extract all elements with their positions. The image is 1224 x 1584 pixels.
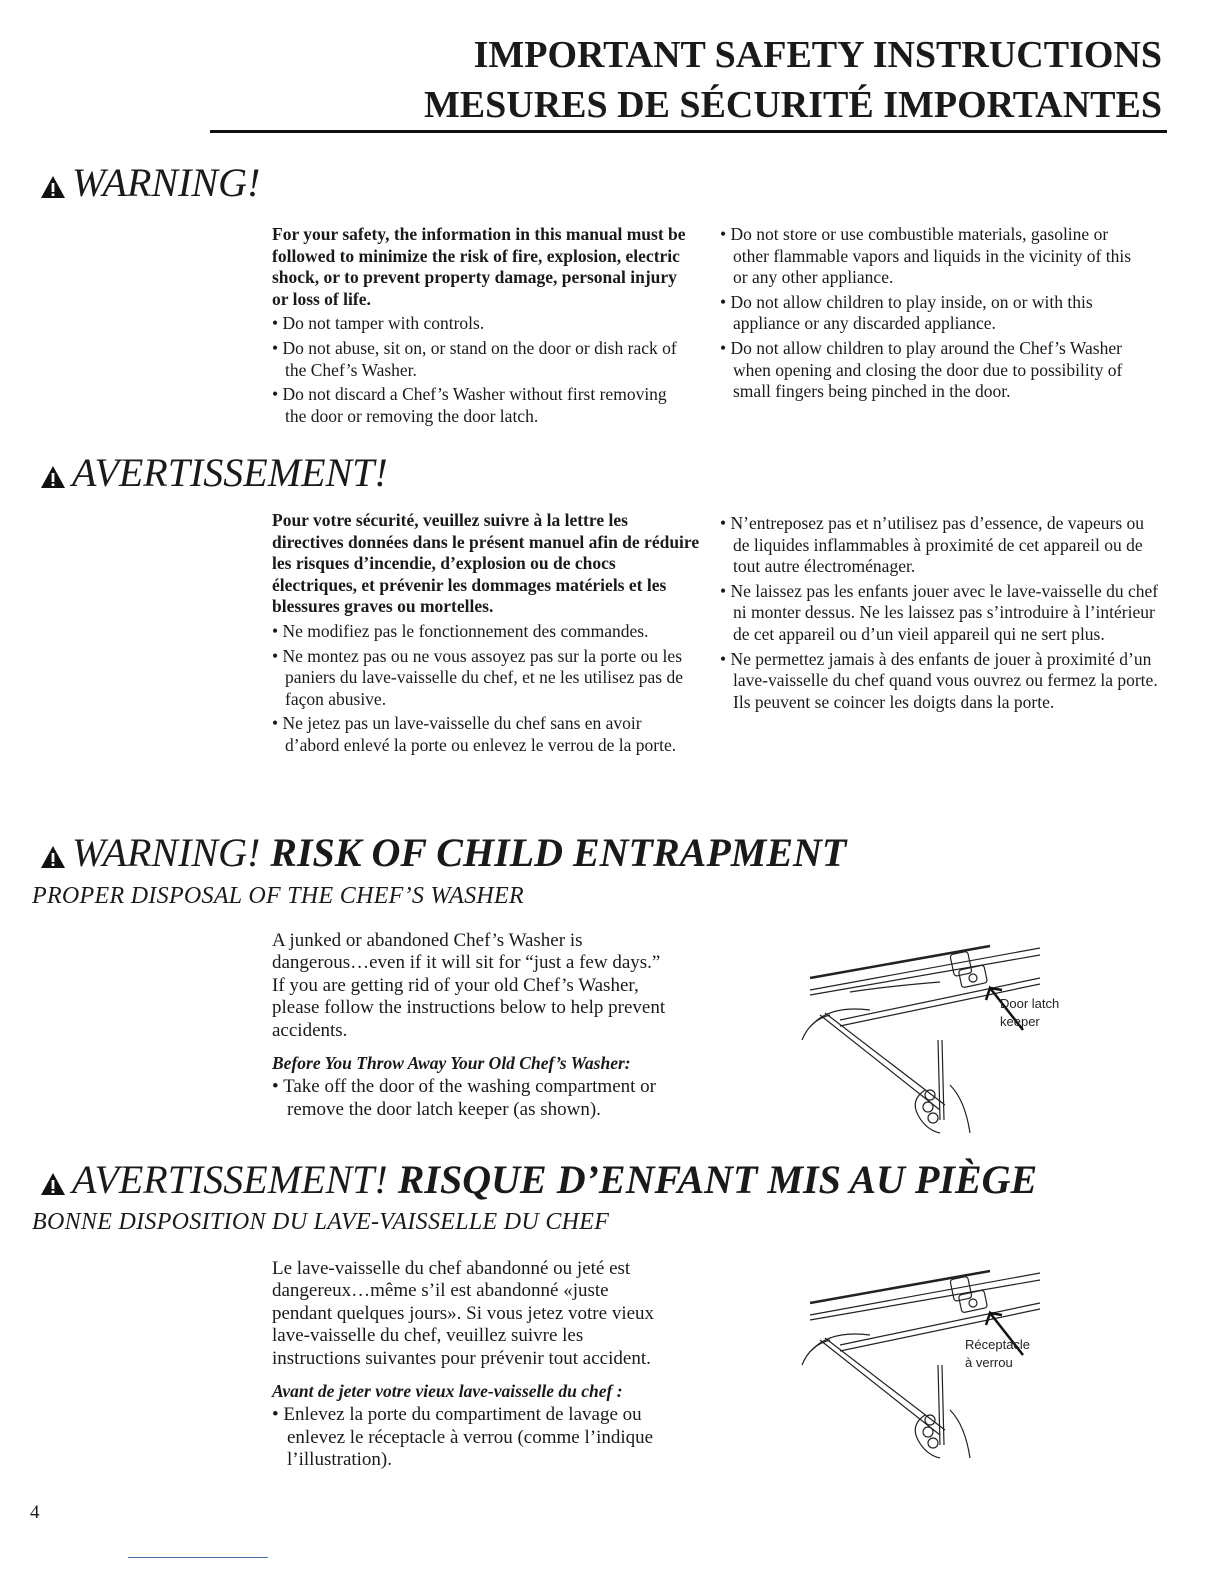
warning-triangle-icon <box>40 1172 66 1196</box>
piege-bullet: • Enlevez la porte du compartiment de lavage ou enlevez le réceptacle à verrou (comme l’indique l’illustration). <box>272 1404 667 1471</box>
warning-heading-text: WARNING! <box>72 160 261 205</box>
receptacle-illustration <box>800 1245 1070 1460</box>
footer-line <box>128 1557 268 1558</box>
entrapment-body <box>272 930 672 1121</box>
figure-label: Door latch <box>1000 996 1060 1011</box>
page-title-fr: MESURES DE SÉCURITÉ IMPORTANTES <box>423 84 1162 126</box>
figure-label: à verrou <box>965 1355 1013 1370</box>
warning-bullet: • Do not tamper with controls. <box>272 313 692 335</box>
piege-subtitle: BONNE DISPOSITION DU LAVE-VAISSELLE DU CHEF <box>32 1209 610 1235</box>
warning-bullet: • Do not discard a Chef’s Washer without first removing the door or removing the door latch. <box>272 384 692 427</box>
before-heading: Before You Throw Away Your Old Chef’s Washer: <box>272 1053 631 1074</box>
avertissement-lead: Pour votre sécurité, veuillez suivre à la lettre les directives données dans le présent manuel afin de réduire les risques d’incendie, d’explosion ou de chocs électriques, et prévenir les dommages matériels et les blessures graves ou mortelles. <box>272 510 700 617</box>
figure-label: Réceptacle <box>965 1337 1031 1352</box>
avertissement-bullet: • Ne jetez pas un lave-vaisselle du chef sans en avoir d’abord enlevé la porte ou enlevez le verrou de la porte. <box>272 713 700 756</box>
avertissement-bullet: • Ne permettez jamais à des enfants de jouer à proximité d’un lave-vaisselle du chef quand vous ouvrez ou fermez la porte. Ils peuvent se coincer les doigts dans la porte. <box>720 649 1160 714</box>
avertissement-heading <box>40 450 388 496</box>
avertissement-bullet: • N’entreposez pas et n’utilisez pas d’essence, de vapeurs ou de liquides inflammables à proximité de cet appareil ou de tout autre électroménager. <box>720 513 1160 578</box>
warning-bullet: • Do not allow children to play inside, on or with this appliance or any discarded appliance. <box>720 292 1145 335</box>
warning-triangle-icon <box>40 175 66 199</box>
entrapment-subtitle: PROPER DISPOSAL OF THE CHEF’S WASHER <box>32 883 524 909</box>
avertissement-bullet: • Ne montez pas ou ne vous assoyez pas sur la porte ou les paniers du lave-vaisselle du chef, et ne les utilisez pas de façon abusive. <box>272 646 700 711</box>
avertissement-bullet: • Ne modifiez pas le fonctionnement des commandes. <box>272 621 700 643</box>
warning-triangle-icon <box>40 465 66 489</box>
piege-heading-b: RISQUE D’ENFANT MIS AU PIÈGE <box>397 1157 1038 1202</box>
warning-triangle-icon <box>40 845 66 869</box>
entrapment-heading <box>40 830 846 876</box>
piege-heading <box>40 1157 1037 1203</box>
avertissement-right-column <box>720 510 1160 713</box>
entrapment-heading-b: RISK OF CHILD ENTRAPMENT <box>270 830 847 875</box>
avertissement-heading-text: AVERTISSEMENT! <box>72 450 388 495</box>
warning-lead: For your safety, the information in this manual must be followed to minimize the risk of fire, explosion, electric shock, or to prevent property damage, personal injury or loss of life. <box>272 224 686 309</box>
warning-heading <box>40 160 260 206</box>
warning-left-column <box>272 224 692 427</box>
page-title-en: IMPORTANT SAFETY INSTRUCTIONS <box>473 34 1162 76</box>
avant-heading: Avant de jeter votre vieux lave-vaisselle du chef : <box>272 1381 623 1402</box>
title-divider <box>210 130 1167 133</box>
figure-label: keeper <box>1000 1014 1040 1029</box>
entrapment-paragraph: A junked or abandoned Chef’s Washer is dangerous…even if it will sit for “just a few days.” If you are getting rid of your old Chef’s Washer, please follow the instructions below to help prevent accidents. <box>272 930 666 1041</box>
page-number: 4 <box>30 1502 40 1523</box>
door-latch-illustration <box>800 920 1070 1135</box>
piege-paragraph: Le lave-vaisselle du chef abandonné ou jeté est dangereux…même s’il est abandonné «juste pendant quelques jours». Si vous jetez votre vieux lave-vaisselle du chef, veuillez suivre les instructions suivantes pour prévenir tout accident. <box>272 1258 655 1369</box>
warning-bullet: • Do not allow children to play around the Chef’s Washer when opening and closing the door due to possibility of small fingers being pinched in the door. <box>720 338 1145 403</box>
entrapment-bullet: • Take off the door of the washing compartment or remove the door latch keeper (as shown). <box>272 1076 672 1121</box>
warning-bullet: • Do not abuse, sit on, or stand on the door or dish rack of the Chef’s Washer. <box>272 338 692 381</box>
piege-body <box>272 1258 667 1472</box>
entrapment-heading-a: WARNING! <box>72 830 261 875</box>
warning-bullet: • Do not store or use combustible materials, gasoline or other flammable vapors and liquids in the vicinity of this or any other appliance. <box>720 224 1145 289</box>
avertissement-left-column <box>272 510 700 757</box>
avertissement-bullet: • Ne laissez pas les enfants jouer avec le lave-vaisselle du chef ni monter dessus. Ne les laissez pas s’introduire à l’intérieur de cet appareil ou d’un vieil appareil qui ne sert plus. <box>720 581 1160 646</box>
piege-heading-a: AVERTISSEMENT! <box>72 1157 388 1202</box>
warning-right-column <box>720 221 1145 403</box>
